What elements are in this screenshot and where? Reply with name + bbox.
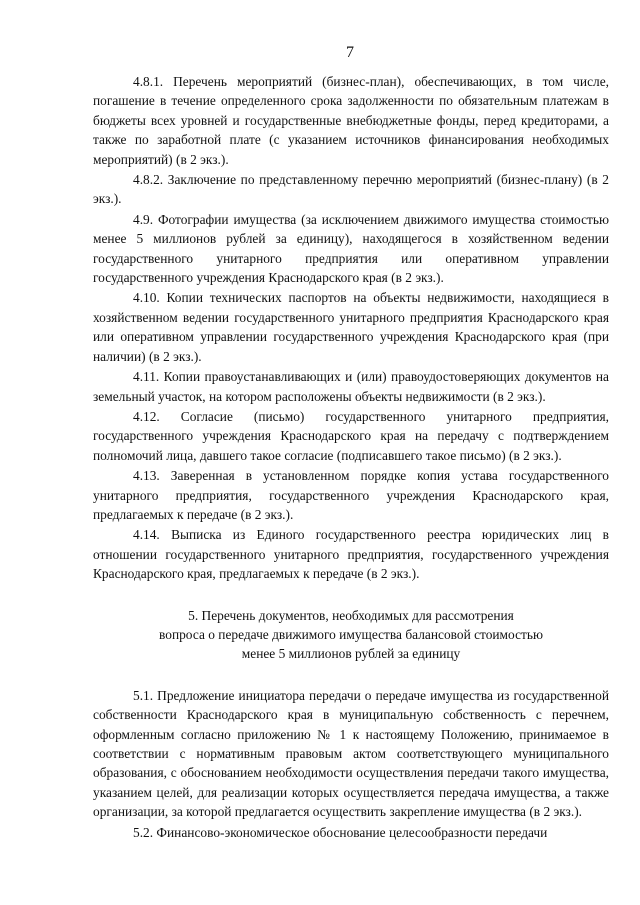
paragraph-4-10: 4.10. Копии технических паспортов на объекты недвижимости, находящиеся в хозяйственном ведении государственного унитарного предприятия Краснодарского края или оперативном управлении государственного учреждения Краснодарского края (при наличии) (в 2 экз.). [93, 290, 609, 364]
paragraph-4-9: 4.9. Фотографии имущества (за исключением движимого имущества стоимостью менее 5 миллионов рублей за единицу), находящегося в хозяйственном ведении государственного унитарного предприятия или оперативном управлении государственного учреждения Краснодарского края (в 2 экз.). [93, 211, 609, 286]
paragraph-5-1: 5.1. Предложение инициатора передачи о передаче имущества из государственной собственности Краснодарского края в муниципальную собственность с перечнем, оформленным согласно приложению № 1 к настоящему Положению, принимаемое в соответствии с нормативным правовым актом соответствующего муниципального образования, с обоснованием необходимости осуществления передачи такого имущества, указанием целей, для реализации которых осуществляется передача имущества, а также организации, за которой предлагается осуществить закрепление имущества (в 2 экз.). [93, 687, 609, 820]
paragraph-4-8-1: 4.8.1. Перечень мероприятий (бизнес-план), обеспечивающих, в том числе, погашение в течение определенного срока задолженности по обязательным платежам в бюджеты всех уровней и государственные внебюджетные фонды, перед кредиторами, а также по заработной плате (с указанием источников финансирования необходимых мероприятий) (в 2 экз.). [93, 74, 609, 167]
section-heading-line: менее 5 миллионов рублей за единицу [241, 646, 461, 662]
document-body [93, 72, 609, 843]
section-heading-line: вопроса о передаче движимого имущества балансовой стоимостью [159, 626, 543, 642]
paragraph-4-8-2: 4.8.2. Заключение по представленному перечню мероприятий (бизнес-плану) (в 2 экз.). [93, 172, 609, 207]
page-number: 7 [346, 44, 354, 61]
paragraph-4-14: 4.14. Выписка из Единого государственного реестра юридических лиц в отношении государственного унитарного предприятия, государственного учреждения Краснодарского края, предлагаемых к передаче (в 2 экз.). [93, 527, 609, 582]
paragraph-4-13: 4.13. Заверенная в установленном порядке копия устава государственного унитарного предприятия, государственного учреждения Краснодарского края, предлагаемых к передаче (в 2 экз.). [93, 468, 609, 522]
paragraph-5-2: 5.2. Финансово-экономическое обоснование целесообразности передачи [133, 824, 548, 840]
paragraph-4-12: 4.12. Согласие (письмо) государственного унитарного предприятия, государственного учреждения Краснодарского края на передачу с подтверждением полномочий лица, давшего такое согласие (подписавшего такое письмо) (в 2 экз.). [93, 408, 609, 463]
section-5-heading [93, 606, 609, 664]
paragraph-4-11: 4.11. Копии правоустанавливающих и (или) правоудостоверяющих документов на земельный участок, на котором расположены объекты недвижимости (в 2 экз.). [93, 369, 609, 404]
section-heading-line: 5. Перечень документов, необходимых для рассмотрения [188, 607, 514, 623]
